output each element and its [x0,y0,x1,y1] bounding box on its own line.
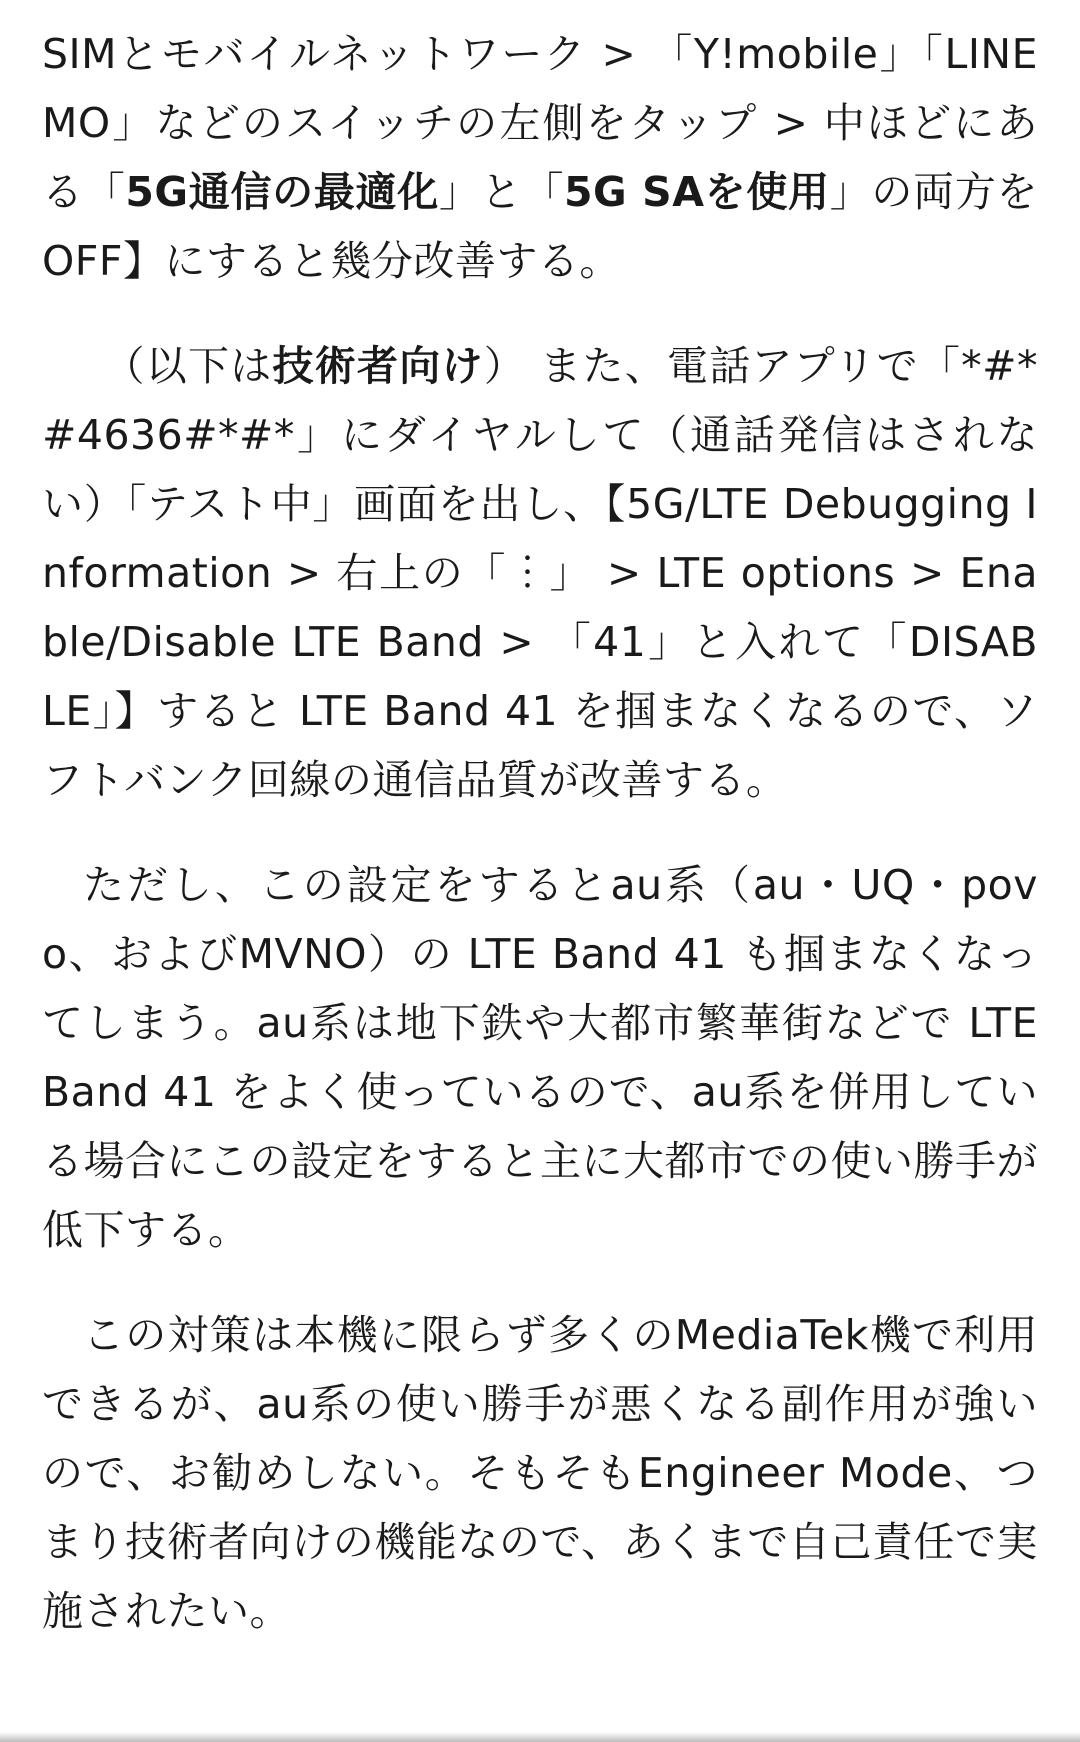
bold-term-5g-optimization: 5G通信の最適化 [125,168,439,216]
text-segment: 」と「 [438,168,565,216]
scroll-edge [0,1732,1080,1742]
text-segment: 」の両方をOFF】にすると幾分改善する。 [42,168,1039,285]
text-segment: （以下は [103,342,273,390]
paragraph-network-settings [42,20,1038,296]
bold-term-for-engineers: 技術者向け [272,342,484,390]
paragraph-recommendation: この対策は本機に限らず多くのMediaTek機で利用できるが、au系の使い勝手が悪くなる副作用が強いので、お勧めしない。そもそもEngineer Mode、つまり技術者向けの機能なので、あくまで自己責任で実施されたい。 [42,1311,1038,1635]
text-segment: ） また、電話アプリで「*#*#4636#*#*」にダイヤルして（通話発信はされない）「テスト中」画面を出し、【5G/LTE Debugging Information > 右上の「︙」 > LTE options > Enable/Disable LTE Band > 「41」と入れて「DISABLE」】すると LTE Band 41 を掴まなくなるので、ソフトバンク回線の通信品質が改善する。 [42,342,1038,804]
article-body [42,20,1038,1682]
text-segment: SIMとモバイルネットワーク > 「Y!mobile」「LINEMO」などのスイッチの左側をタップ > 中ほどにある「 [42,30,1038,216]
bold-term-5g-sa: 5G SAを使用 [564,168,830,216]
paragraph-au-caveat: ただし、この設定をするとau系（au・UQ・povo、およびMVNO）の LTE Band 41 も掴まなくなってしまう。au系は地下鉄や大都市繁華街などで LTE Band 41 をよく使っているので、au系を併用している場合にこの設定をすると主に大都市での使い勝手が低下する。 [42,861,1038,1254]
paragraph-engineer-mode [42,332,1038,815]
